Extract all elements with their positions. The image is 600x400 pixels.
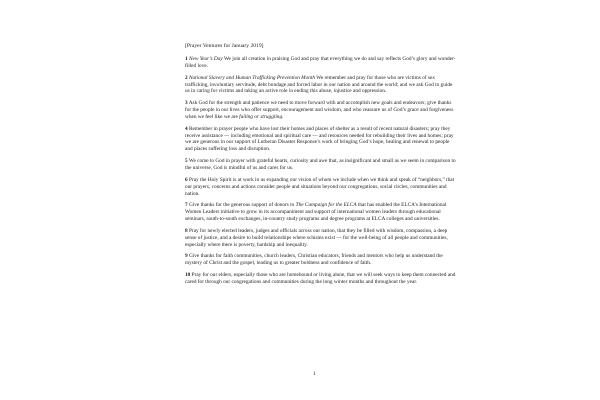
item-italic-ending: failing or struggling. <box>239 113 284 120</box>
prayer-item-5 <box>185 158 457 172</box>
item-number: 9 <box>185 253 188 260</box>
prayer-item-7 <box>185 202 457 223</box>
prayer-item-9 <box>185 253 457 267</box>
page-number: 1 <box>313 371 316 377</box>
item-text-after: that has enabled the ELCA’s International Women Leaders initiative to grow in its accompaniment and support of international women leaders through educational seminars, south-to-south exchanges, in-country study programs and degree programs at ELCA colleges and universities. <box>185 202 447 223</box>
prayer-item-4 <box>185 126 457 153</box>
item-number: 7 <box>185 202 188 209</box>
item-text: Give thanks for faith communities, church leaders, Christian educators, friends and mentors who help us understand the mystery of Christ and the gospel, leading us to greater boldness and confidence of faith. <box>185 253 443 267</box>
item-number: 10 <box>185 272 191 279</box>
item-italic-campaign: The Campaign for the ELCA <box>295 202 357 209</box>
prayer-list <box>185 56 457 291</box>
item-number: 5 <box>185 158 188 165</box>
item-text: Pray the Holy Spirit is at work in us expanding our vision of whom we include when we think and speak of “neighbors,” that our prayers, concerns and actions consider people and situations beyond our congregations, social circles, communities and nation. <box>185 176 455 197</box>
item-text: We join all creation in praising God and pray that everything we do and say reflects God’s glory and wonder-filled love. <box>185 56 456 69</box>
prayer-item-10 <box>185 272 457 286</box>
prayer-item-3 <box>185 100 457 121</box>
document-page <box>185 0 470 400</box>
item-italic-title: National Slavery and Human Trafficking Prevention Month <box>188 74 316 81</box>
item-text: We remember and pray for those who are victims of sex trafficking, involuntary servitude, debt bondage and forced labor in our nation and around the world; and we ask God to guide us in caring for victims and taking an active role in ending this abuse, injustice and oppression. <box>185 74 453 95</box>
prayer-item-8 <box>185 228 457 249</box>
document-heading: [Prayer Ventures for January 2019] <box>185 43 264 49</box>
prayer-item-1 <box>185 56 457 70</box>
prayer-item-6 <box>185 177 457 198</box>
item-text: Pray for our elders, especially those who are homebound or living alone, that we will seek ways to keep them connected and cared for through our congregations and communities during the long winter months and throughout the year. <box>185 272 456 285</box>
item-number: 3 <box>185 100 188 107</box>
item-number: 2 <box>185 74 188 81</box>
item-text: Give thanks for the generous support of donors to <box>188 202 295 209</box>
item-text: Ask God for the strength and patience we need to move forward with and accomplish new goals and endeavors; give thanks for the people in our lives who offer support, encouragement and wisdom, and who reassure us of God’s grace and forgiveness when we feel like we are <box>185 100 454 120</box>
prayer-item-2 <box>185 75 457 96</box>
item-number: 8 <box>185 227 188 234</box>
item-number: 4 <box>185 125 188 132</box>
item-italic-title: New Year’s Day <box>188 56 223 62</box>
item-text: We come to God in prayer with grateful hearts, curiosity and awe that, as insignificant and small as we seem in comparison to the universe, God is mindful of us and cares for us. <box>185 158 456 171</box>
item-number: 6 <box>185 176 188 183</box>
item-text: Pray for newly elected leaders, judges and officials across our nation, that they be filled with wisdom, compassion, a deep sense of justice, and a desire to build relationships where schisms exist — for the well-being of all people and communities, especially where there is poverty, hardship and inequality. <box>185 227 448 248</box>
item-number: 1 <box>185 56 188 62</box>
item-text: Remember in prayer people who have lost their homes and places of shelter as a result of recent natural disasters; pray they receive assistance — including emotional and spiritual care — and resources needed for rebuilding their lives and homes; pray we are generous in our support of Lutheran Disaster Response’s work of bringing God’s hope, healing and renewal to people and places suffering loss and disruption. <box>185 125 454 153</box>
